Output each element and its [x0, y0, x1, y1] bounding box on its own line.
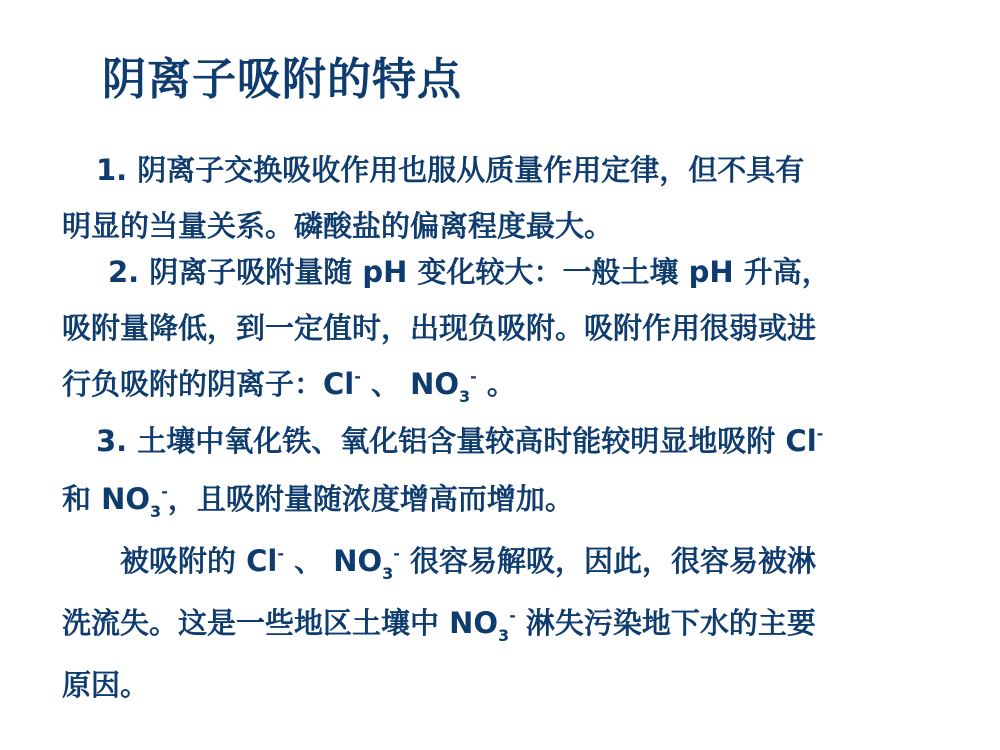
paragraph-3-line-2: [62, 470, 942, 528]
text: 被吸附的: [120, 544, 247, 578]
text: ，且吸附量随浓度增高而增加。: [167, 482, 574, 516]
text: 变化较大：一般土壤: [407, 255, 689, 289]
paragraph-3: [62, 412, 942, 524]
item-number: 1.: [96, 153, 128, 187]
subscript: 3: [382, 564, 394, 583]
nitrate-symbol: NO: [333, 544, 383, 578]
charge-superscript: -: [161, 482, 168, 501]
item-number: 3.: [96, 424, 128, 458]
separator: 、: [283, 544, 334, 578]
slide-title: 阴离子吸附的特点: [102, 54, 462, 105]
subscript: 3: [459, 387, 471, 406]
charge-superscript: -: [816, 424, 824, 443]
chloride-symbol: Cl: [323, 367, 355, 401]
paragraph-4-line-1: [62, 530, 942, 592]
text: 土壤中氧化铁、氧化铝含量较高时能较明显地吸附: [127, 424, 786, 458]
charge-superscript: -: [393, 544, 400, 563]
paragraph-1-line-1: [62, 142, 942, 198]
nitrate-symbol: NO: [449, 606, 499, 640]
paragraph-2-line-2: 吸附量降低，到一定值时，出现负吸附。吸附作用很弱或进: [62, 311, 817, 345]
text: 和: [62, 482, 102, 516]
separator: 、: [360, 367, 411, 401]
paragraph-2: [62, 244, 942, 412]
paragraph-4-line-3: 原因。: [62, 668, 150, 702]
paragraph-2-line-1: [62, 244, 942, 300]
paragraph-4: [62, 530, 942, 716]
paragraph-4-line-2: [62, 592, 942, 654]
ph-term: pH: [362, 255, 408, 289]
text: 阴离子交换吸收作用也服从质量作用定律，但不具有: [127, 153, 805, 187]
ph-term: pH: [688, 255, 734, 289]
charge-superscript: -: [470, 367, 477, 386]
nitrate-symbol: NO: [101, 482, 151, 516]
paragraph-3-line-1: [62, 412, 942, 470]
chloride-symbol: Cl: [785, 424, 817, 458]
charge-superscript: -: [509, 606, 516, 625]
text: 淋失污染地下水的主要: [515, 606, 816, 640]
text: 升高，: [733, 255, 831, 289]
text: 很容易解吸，因此，很容易被淋: [399, 544, 817, 578]
paragraph-2-line-3: [62, 356, 942, 412]
charge-superscript: -: [277, 544, 284, 563]
paragraph-1: [62, 142, 942, 254]
subscript: 3: [498, 626, 510, 645]
item-number: 2.: [108, 255, 140, 289]
text: 洗流失。这是一些地区土壤中: [62, 606, 450, 640]
text: 行负吸附的阴离子：: [62, 367, 324, 401]
text: 。: [476, 367, 516, 401]
nitrate-symbol: NO: [410, 367, 460, 401]
chloride-symbol: Cl: [246, 544, 278, 578]
paragraph-1-line-2: 明显的当量关系。磷酸盐的偏离程度最大。: [62, 209, 614, 243]
charge-superscript: -: [354, 367, 361, 386]
text: 阴离子吸附量随: [139, 255, 363, 289]
subscript: 3: [150, 502, 162, 521]
